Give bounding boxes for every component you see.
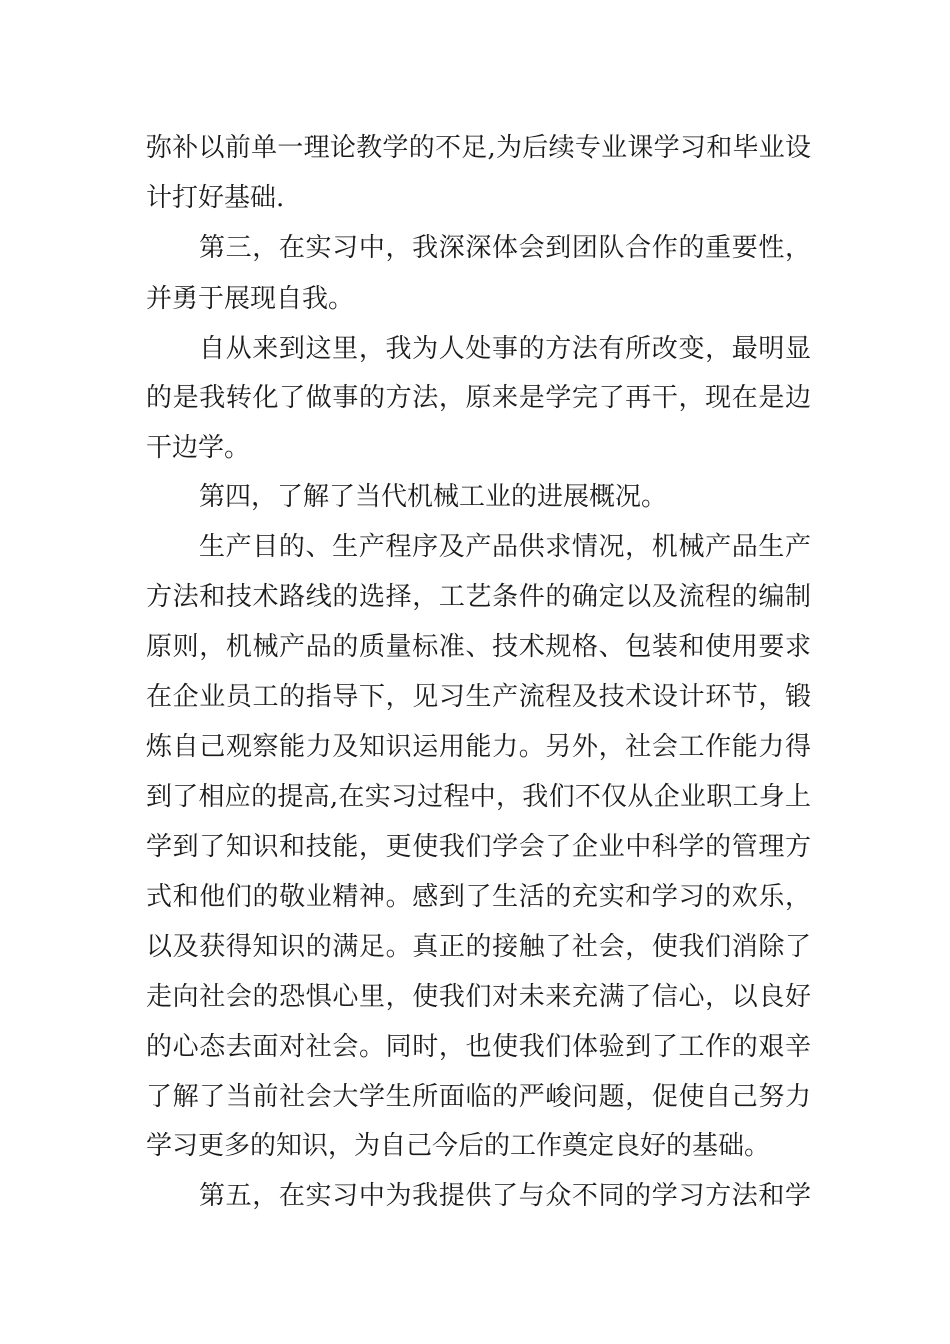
- text-line: 以及获得知识的满足。真正的接触了社会，使我们消除了: [146, 932, 811, 962]
- paragraph-start-line: 第三，在实习中，我深深体会到团队合作的重要性，: [199, 233, 811, 263]
- text-line: 原则，机械产品的质量标准、技术规格、包装和使用要求: [146, 632, 811, 662]
- paragraph-start-line: 生产目的、生产程序及产品供求情况，机械产品生产: [199, 532, 811, 562]
- text-line: 走向社会的恐惧心里，使我们对未来充满了信心，以良好: [146, 982, 811, 1012]
- text-line: 并勇于展现自我。: [146, 284, 355, 314]
- text-line: 的是我转化了做事的方法，原来是学完了再干，现在是边: [146, 383, 811, 413]
- text-line: 方法和技术路线的选择，工艺条件的确定以及流程的编制: [146, 582, 811, 612]
- paragraph-start-line: 第四，了解了当代机械工业的进展概况。: [199, 482, 668, 512]
- paragraph-start-line: 自从来到这里，我为人处事的方法有所改变，最明显: [199, 334, 811, 364]
- text-line: 计打好基础.: [146, 183, 285, 213]
- text-line: 式和他们的敬业精神。感到了生活的充实和学习的欢乐，: [146, 882, 811, 912]
- text-line: 炼自己观察能力及知识运用能力。另外，社会工作能力得: [146, 732, 811, 762]
- paragraph-start-line: 第五，在实习中为我提供了与众不同的学习方法和学: [199, 1181, 811, 1211]
- text-line: 干边学。: [146, 433, 251, 463]
- text-line: 了解了当前社会大学生所面临的严峻问题，促使自己努力: [146, 1082, 811, 1112]
- text-line: 在企业员工的指导下，见习生产流程及技术设计环节，锻: [146, 682, 811, 712]
- text-line: 学到了知识和技能，更使我们学会了企业中科学的管理方: [146, 832, 811, 862]
- text-line: 到了相应的提高,在实习过程中，我们不仅从企业职工身上: [146, 782, 811, 812]
- text-line: 弥补以前单一理论教学的不足,为后续专业课学习和毕业设: [146, 133, 811, 163]
- text-line: 学习更多的知识，为自己今后的工作奠定良好的基础。: [146, 1131, 771, 1161]
- text-line: 的心态去面对社会。同时，也使我们体验到了工作的艰辛: [146, 1032, 811, 1062]
